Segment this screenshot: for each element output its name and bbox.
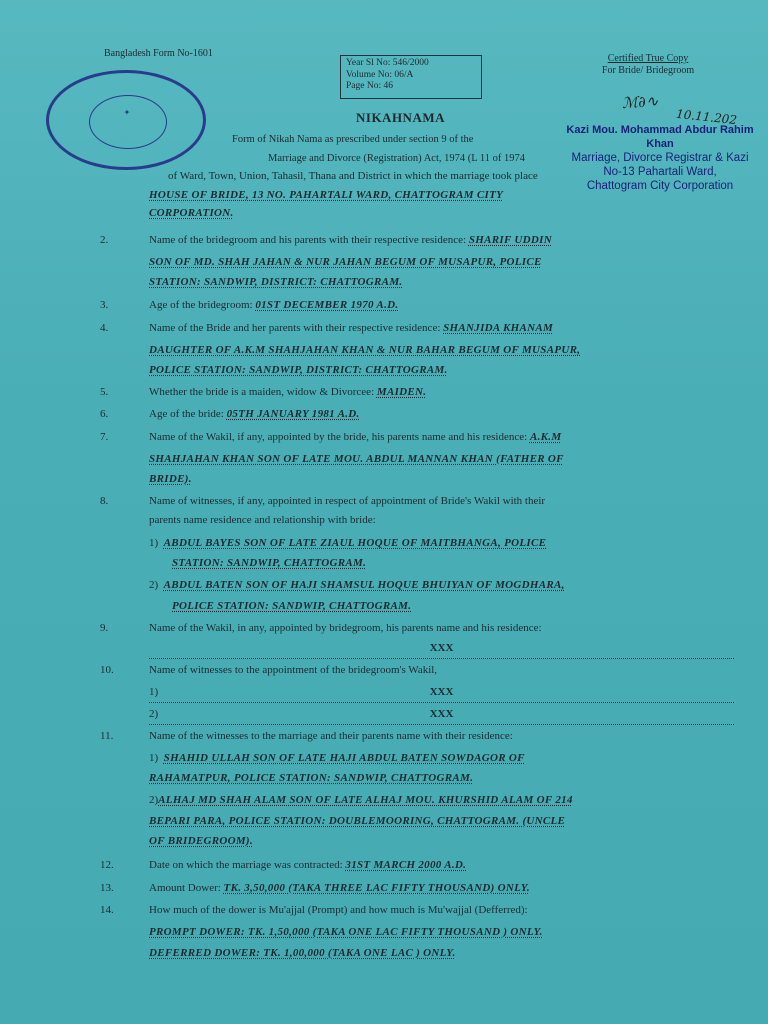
- volume-number: Volume No: 06/A: [346, 69, 414, 80]
- item-11-witness-2b: BEPARI PARA, POLICE STATION: DOUBLEMOORING, CHATTOGRAM. (UNCLE: [149, 815, 566, 827]
- seal-inner-ring: [89, 95, 167, 149]
- year-serial: Year Sl No: 546/2000: [346, 58, 429, 68]
- item-number: 11.: [100, 730, 114, 742]
- item-number: 9.: [100, 622, 109, 634]
- witness-index: 2): [149, 794, 159, 806]
- kazi-title: Marriage, Divorce Registrar & Kazi: [571, 152, 749, 164]
- form-number: Bangladesh Form No-1601: [104, 48, 213, 59]
- item-2-label: Name of the bridegroom and his parents with their respective residence:: [149, 234, 467, 246]
- item-4-value-3: POLICE STATION: SANDWIP, DISTRICT: CHATTOGRAM.: [149, 364, 448, 376]
- item-12-value: 31ST MARCH 2000 A.D.: [345, 859, 467, 871]
- intro-line-2: Marriage and Divorce (Registration) Act, 1974 (L 11 of 1974: [268, 153, 525, 164]
- item-12-label: Date on which the marriage was contracted:: [149, 859, 343, 871]
- item-7-value-1: A.K.M: [529, 431, 562, 443]
- item-2-value-1: SHARIF UDDIN: [468, 234, 552, 246]
- item-13-value: TK. 3,50,000 (TAKA THREE LAC FIFTY THOUSAND) ONLY.: [223, 882, 530, 894]
- kazi-stamp: [555, 123, 765, 193]
- item-11-witness-2a: ALHAJ MD SHAH ALAM SON OF LATE ALHAJ MOU. KHURSHID ALAM OF 214: [158, 794, 573, 806]
- item-11-label: Name of the witnesses to the marriage and their parents name with their residence:: [149, 730, 513, 742]
- item-9-value: XXX: [429, 642, 454, 654]
- registration-box: [340, 55, 482, 99]
- kazi-ward: No-13 Pahartali Ward,: [603, 166, 717, 178]
- item-4-value-1: SHANJIDA KHANAM: [443, 322, 554, 334]
- item-1-label: of Ward, Town, Union, Tahasil, Thana and District in which the marriage took place: [168, 170, 538, 182]
- item-3-value: 01ST DECEMBER 1970 A.D.: [255, 299, 399, 311]
- item-number: 8.: [100, 495, 109, 507]
- witness-index: 2): [149, 708, 159, 720]
- item-number: 14.: [100, 904, 114, 916]
- item-number: 10.: [100, 664, 114, 676]
- item-8-witness-1a: ABDUL BAYES SON OF LATE ZIAUL HOQUE OF MAITBHANGA, POLICE: [163, 537, 547, 549]
- item-number: 2.: [100, 234, 109, 246]
- item-number: 4.: [100, 322, 109, 334]
- item-number: 13.: [100, 882, 114, 894]
- certified-copy-stamp: [586, 53, 710, 77]
- item-7-value-3: BRIDE).: [149, 473, 192, 485]
- document-title: NIKAHNAMA: [356, 110, 445, 125]
- item-7-label: Name of the Wakil, if any, appointed by the bride, his parents name and his residence:: [149, 431, 528, 443]
- certified-title: Certified True Copy: [607, 53, 689, 64]
- signature-date: 10.11.202: [675, 106, 738, 128]
- item-8-label: Name of witnesses, if any, appointed in respect of appointment of Bride's Wakil with their: [149, 495, 546, 507]
- item-10-label: Name of witnesses to the appointment of the bridegroom's Wakil,: [149, 664, 438, 676]
- item-6-value: 05TH JANUARY 1981 A.D.: [226, 408, 360, 420]
- item-number: 7.: [100, 431, 109, 443]
- item-7-value-2: SHAHJAHAN KHAN SON OF LATE MOU. ABDUL MANNAN KHAN (FATHER OF: [149, 453, 564, 465]
- kazi-city: Chattogram City Corporation: [586, 180, 734, 192]
- witness-index: 1): [149, 752, 159, 764]
- witness-index: 1): [149, 537, 159, 549]
- item-11-witness-1a: SHAHID ULLAH SON OF LATE HAJI ABDUL BATEN SOWDAGOR OF: [163, 752, 525, 764]
- item-14-value-1: PROMPT DOWER: TK. 1,50,000 (TAKA ONE LAC FIFTY THOUSAND ) ONLY.: [149, 926, 543, 938]
- signature-icon: ℳ∂∿: [621, 91, 659, 113]
- page-number: Page No: 46: [346, 81, 393, 91]
- item-10-witness-2: XXX: [429, 708, 454, 720]
- item-14-label: How much of the dower is Mu'ajjal (Prompt) and how much is Mu'wajjal (Defferred):: [149, 904, 528, 916]
- item-number: 6.: [100, 408, 109, 420]
- item-8-label-2: parents name residence and relationship with bride:: [149, 514, 376, 526]
- item-number: 5.: [100, 386, 109, 398]
- item-11-witness-2c: OF BRIDEGROOM).: [149, 835, 253, 847]
- intro-line-1: Form of Nikah Nama as prescribed under section 9 of the: [232, 134, 474, 145]
- item-11-witness-1b: RAHAMATPUR, POLICE STATION: SANDWIP, CHATTOGRAM.: [149, 772, 474, 784]
- item-4-label: Name of the Bride and her parents with their respective residence:: [149, 322, 441, 334]
- witness-index: 2): [149, 579, 159, 591]
- item-4-value-2: DAUGHTER OF A.K.M SHAHJAHAN KHAN & NUR BAHAR BEGUM OF MUSAPUR,: [149, 344, 581, 356]
- kazi-name: Kazi Mou. Mohammad Abdur Rahim Khan: [566, 124, 754, 150]
- item-3-label: Age of the bridegroom:: [149, 299, 253, 311]
- item-5-label: Whether the bride is a maiden, widow & Divorcee:: [149, 386, 375, 398]
- item-number: 3.: [100, 299, 109, 311]
- item-9-label: Name of the Wakil, in any, appointed by bridegroom, his parents name and his residence:: [149, 622, 542, 634]
- item-1-value-2: CORPORATION.: [149, 207, 234, 219]
- item-8-witness-2a: ABDUL BATEN SON OF HAJI SHAMSUL HOQUE BHUIYAN OF MOGDHARA,: [163, 579, 565, 591]
- item-number: 12.: [100, 859, 114, 871]
- item-8-witness-1b: STATION: SANDWIP, CHATTOGRAM.: [172, 557, 367, 569]
- item-2-value-3: STATION: SANDWIP, DISTRICT: CHATTOGRAM.: [149, 276, 403, 288]
- certified-sub: For Bride/ Bridegroom: [601, 65, 695, 76]
- item-10-witness-1: XXX: [429, 686, 454, 698]
- item-14-value-2: DEFERRED DOWER: TK. 1,00,000 (TAKA ONE LAC ) ONLY.: [149, 947, 456, 959]
- witness-index: 1): [149, 686, 159, 698]
- item-5-value: MAIDEN.: [376, 386, 427, 398]
- item-2-value-2: SON OF MD. SHAH JAHAN & NUR JAHAN BEGUM OF MUSAPUR, POLICE: [149, 256, 542, 268]
- item-6-label: Age of the bride:: [149, 408, 224, 420]
- item-1-value-1: HOUSE OF BRIDE, 13 NO. PAHARTALI WARD, CHATTOGRAM CITY: [149, 189, 504, 201]
- item-8-witness-2b: POLICE STATION: SANDWIP, CHATTOGRAM.: [172, 600, 412, 612]
- item-13-label: Amount Dower:: [149, 882, 221, 894]
- government-seal-icon: [46, 70, 206, 170]
- seal-mark: ✦: [123, 108, 131, 117]
